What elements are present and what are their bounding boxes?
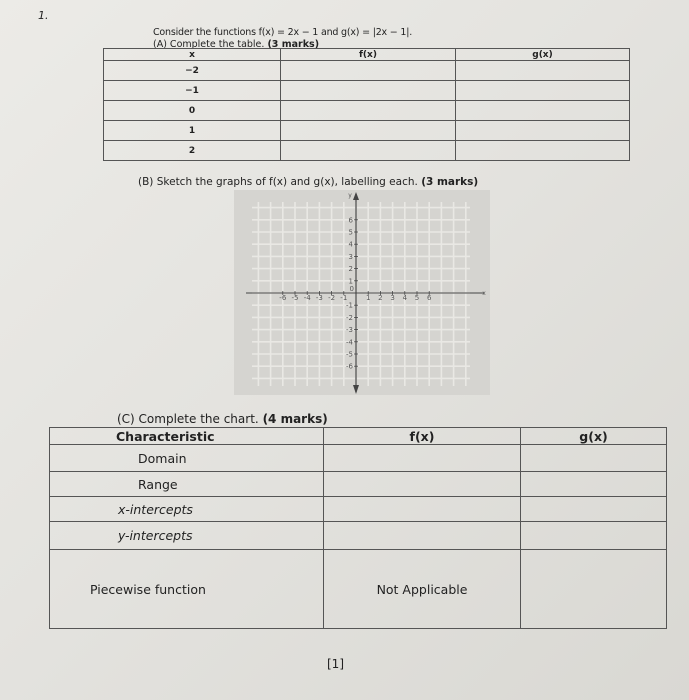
part-b-heading xyxy=(138,176,478,188)
fx-cell[interactable] xyxy=(324,522,521,550)
gx-cell[interactable] xyxy=(521,522,667,550)
x-tick-label: 5 xyxy=(414,294,420,302)
y-tick-label: 6 xyxy=(348,216,353,225)
header-characteristic: Characteristic xyxy=(50,428,324,445)
y-tick-label: 5 xyxy=(348,228,353,237)
values-table xyxy=(103,48,630,161)
page-number: [1] xyxy=(327,657,344,671)
gx-cell[interactable] xyxy=(521,445,667,472)
values-table-header xyxy=(104,49,630,61)
x-value: −1 xyxy=(104,81,281,101)
x-tick-label: 4 xyxy=(402,294,408,302)
question-number: 1. xyxy=(38,9,49,22)
y-axis-arrow-down xyxy=(353,385,359,394)
table-row xyxy=(104,81,630,101)
header-fx: f(x) xyxy=(281,49,456,61)
x-tick-label: 3 xyxy=(390,294,395,302)
y-tick-label: -3 xyxy=(346,326,353,335)
row-label-x-intercepts: x-intercepts xyxy=(50,497,324,522)
x-value: 0 xyxy=(104,101,281,121)
gx-cell[interactable] xyxy=(456,81,630,101)
y-axis-label: y xyxy=(348,192,352,199)
gx-cell[interactable] xyxy=(456,121,630,141)
y-tick-label: 1 xyxy=(348,277,353,286)
table-row xyxy=(104,101,630,121)
part-b-label: (B) Sketch the graphs of f(x) and g(x), labelling each. xyxy=(138,176,418,188)
x-tick-label: 6 xyxy=(426,294,432,302)
coordinate-grid-svg xyxy=(234,190,490,395)
x-tick-label: 2 xyxy=(378,294,383,302)
table-row xyxy=(50,497,667,522)
y-tick-label: -2 xyxy=(346,313,353,322)
gx-cell[interactable] xyxy=(456,141,630,161)
y-tick-label: -4 xyxy=(346,338,353,347)
table-row xyxy=(104,121,630,141)
row-label-piecewise: Piecewise function xyxy=(50,550,324,629)
row-label-y-intercepts: y-intercepts xyxy=(50,522,324,550)
characteristics-header xyxy=(50,428,667,445)
part-c-heading xyxy=(117,412,328,426)
fx-cell[interactable] xyxy=(324,497,521,522)
piecewise-fx-value: Not Applicable xyxy=(324,550,521,629)
gx-cell[interactable] xyxy=(521,497,667,522)
header-gx: g(x) xyxy=(456,49,630,61)
y-axis-arrow-up xyxy=(353,192,359,200)
header-gx: g(x) xyxy=(521,428,667,445)
table-row xyxy=(104,141,630,161)
part-c-label: (C) Complete the chart. xyxy=(117,412,259,426)
fx-cell[interactable] xyxy=(281,141,456,161)
x-value: 2 xyxy=(104,141,281,161)
y-tick-label: -5 xyxy=(346,350,353,359)
y-tick-label: 3 xyxy=(348,252,353,261)
y-tick-label: -6 xyxy=(346,362,353,371)
fx-cell[interactable] xyxy=(281,81,456,101)
fx-cell[interactable] xyxy=(281,121,456,141)
y-tick-label: 4 xyxy=(348,240,353,249)
x-tick-label: -6 xyxy=(279,294,287,302)
row-label-range: Range xyxy=(50,472,324,497)
x-value: 1 xyxy=(104,121,281,141)
row-label-domain: Domain xyxy=(50,445,324,472)
gx-cell[interactable] xyxy=(521,550,667,629)
question-intro: Consider the functions f(x) = 2x − 1 and g(x) = |2x − 1|. xyxy=(153,27,413,38)
x-tick-label: -3 xyxy=(315,294,323,302)
table-row xyxy=(50,522,667,550)
x-value: −2 xyxy=(104,61,281,81)
header-fx: f(x) xyxy=(324,428,521,445)
fx-cell[interactable] xyxy=(281,101,456,121)
part-c-marks: (4 marks) xyxy=(262,412,328,426)
table-row xyxy=(50,445,667,472)
fx-cell[interactable] xyxy=(324,445,521,472)
x-tick-label: -1 xyxy=(340,294,348,302)
gx-cell[interactable] xyxy=(456,61,630,81)
y-tick-label: -1 xyxy=(346,301,353,310)
fx-cell[interactable] xyxy=(281,61,456,81)
part-b-marks: (3 marks) xyxy=(421,176,479,188)
y-tick-label: 2 xyxy=(348,265,353,274)
gx-cell[interactable] xyxy=(521,472,667,497)
x-axis-label: x xyxy=(482,290,486,297)
table-row xyxy=(104,61,630,81)
x-tick-label: 1 xyxy=(365,294,371,302)
table-row xyxy=(50,550,667,629)
header-x: x xyxy=(104,49,281,61)
x-tick-label: -2 xyxy=(328,294,336,302)
part-a-label: (A) Complete the table. xyxy=(153,39,265,50)
fx-cell[interactable] xyxy=(324,472,521,497)
characteristics-table xyxy=(49,427,667,629)
part-a-marks: (3 marks) xyxy=(267,39,320,50)
x-tick-label: -5 xyxy=(291,294,299,302)
gx-cell[interactable] xyxy=(456,101,630,121)
table-row xyxy=(50,472,667,497)
coordinate-grid[interactable] xyxy=(234,190,490,395)
origin-label: 0 xyxy=(349,285,354,293)
x-tick-label: -4 xyxy=(303,294,311,302)
